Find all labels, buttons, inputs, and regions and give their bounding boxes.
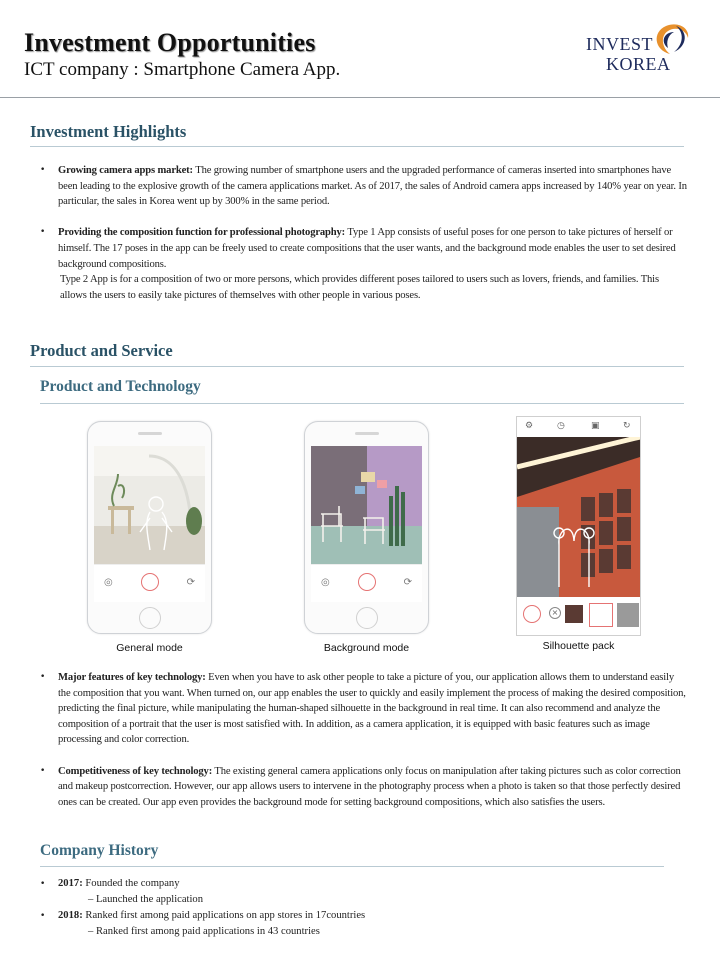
highlight-text: Type 1 App consists of useful poses for one person to take pictures of herself or himself. The 17 poses in the app can be freely used to create compositions that the user wants, and the background mode enables the user to set desired background compositions.: [58, 227, 676, 270]
history-item: Ranked first among paid applications on app stores in 17countries: [85, 910, 366, 921]
page-header: [0, 0, 720, 98]
feature-text: Even when you have to ask other people to take a picture of you, our application allows them to understand easily the composition that you want. When turned on, our app enables the user to quickly and easily implement the process of making the desired composition, predicting the final picture, while manipulating the human-shaped silhouette in the background in real time. It can also recommend and analyze the composition of a portrait that the user is most satisfied with. In addition, as a camera application, it is equipped with basic features such as image processing and color correction.: [58, 672, 686, 746]
settings-icon[interactable]: ⚙: [525, 421, 534, 431]
logo-text-invest: INVEST: [586, 34, 653, 54]
phone-general-mode: [87, 421, 212, 634]
page-title: Investment Opportunities: [24, 28, 316, 57]
list-item: [40, 670, 688, 748]
filter-icon[interactable]: ◎: [321, 577, 330, 588]
logo-text-korea: KOREA: [606, 54, 671, 74]
highlight-lead: Growing camera apps market:: [58, 165, 193, 176]
camera-preview-background: [311, 446, 422, 564]
refresh-icon[interactable]: ↻: [623, 421, 631, 431]
phone-background-mode: [304, 421, 429, 634]
divider: [40, 403, 684, 404]
highlight-lead: Providing the composition function for professional photography:: [58, 227, 346, 239]
feature-lead: Competitiveness of key technology:: [58, 765, 213, 777]
history-subitem: – Launched the application: [88, 894, 204, 905]
ratio-icon[interactable]: ▣: [591, 421, 600, 431]
phone-speaker: [138, 432, 162, 435]
shutter-button[interactable]: [523, 605, 541, 623]
switch-camera-icon[interactable]: ⟳: [403, 577, 412, 588]
invest-korea-logo: [584, 20, 696, 78]
history-subitem: – Ranked first among paid applications in 43 countries: [88, 926, 320, 937]
history-entry: [40, 908, 690, 924]
history-entry: [40, 876, 690, 892]
subsection-heading-history: Company History: [40, 842, 159, 859]
caption-background-mode: Background mode: [323, 642, 410, 654]
home-button: [356, 607, 378, 629]
home-button: [139, 607, 161, 629]
list-item: [40, 225, 688, 303]
highlight-extra: Type 2 App is for a composition of two or more persons, which provides different poses tailored to users such as lovers, friends, and families. This allows the users to easily take pictures of themselves with other people in various poses.: [60, 274, 659, 301]
silhouette-thumb[interactable]: [565, 605, 583, 623]
shutter-button[interactable]: [358, 573, 376, 591]
history-year: 2018:: [58, 910, 83, 921]
silhouette-thumb[interactable]: [617, 603, 639, 627]
list-item: [40, 764, 688, 811]
switch-camera-icon[interactable]: ⟳: [186, 577, 195, 588]
shutter-button[interactable]: [141, 573, 159, 591]
phone-speaker: [355, 432, 379, 435]
section-heading-highlights: Investment Highlights: [30, 122, 187, 141]
list-item: [40, 163, 688, 210]
history-list: [40, 876, 690, 940]
history-item: Founded the company: [85, 878, 180, 889]
close-icon[interactable]: ×: [549, 607, 561, 619]
silhouette-tray: [517, 597, 640, 635]
history-year: 2017:: [58, 878, 83, 889]
section-heading-product: Product and Service: [30, 341, 173, 360]
caption-silhouette-pack: Silhouette pack: [542, 640, 615, 652]
camera-preview-general: [94, 446, 205, 564]
app-toolbar: [517, 417, 640, 437]
caption-general-mode: General mode: [116, 642, 183, 654]
highlights-list: [40, 163, 688, 319]
feature-lead: Major features of key technology:: [58, 672, 206, 683]
swirl-logo-icon: [648, 20, 692, 56]
divider: [30, 366, 684, 367]
screen-silhouette-pack: [516, 416, 641, 636]
filter-icon[interactable]: ◎: [104, 577, 113, 588]
highlight-text: The growing number of smartphone users and the upgraded performance of cameras inserted into smartphones have been leading to the explosive growth of the camera applications market. As of 2017, the sales of Android camera apps increased by 140% year on year. In particular, the sales in Korea went up by 300% in the same period.: [58, 165, 687, 208]
camera-controls: [94, 564, 205, 602]
subsection-heading-technology: Product and Technology: [40, 378, 201, 395]
camera-controls: [311, 564, 422, 602]
timer-icon[interactable]: ◷: [557, 421, 565, 431]
feature-text: The existing general camera applications only focus on manipulation after taking pictures such as color correction and makeup postcorrection. However, our app allows users to intervene in the photography process when a photo is taken so that those perfectly desired ones can be created. Our app even provides the background mode for setting background compositions, which also satisfies the users.: [58, 765, 681, 808]
features-list: [40, 670, 688, 826]
camera-preview-silhouette: [517, 437, 640, 597]
divider: [40, 866, 664, 867]
divider: [30, 146, 684, 147]
silhouette-thumb-selected[interactable]: [589, 603, 613, 627]
page-subtitle: ICT company : Smartphone Camera App.: [24, 59, 341, 80]
